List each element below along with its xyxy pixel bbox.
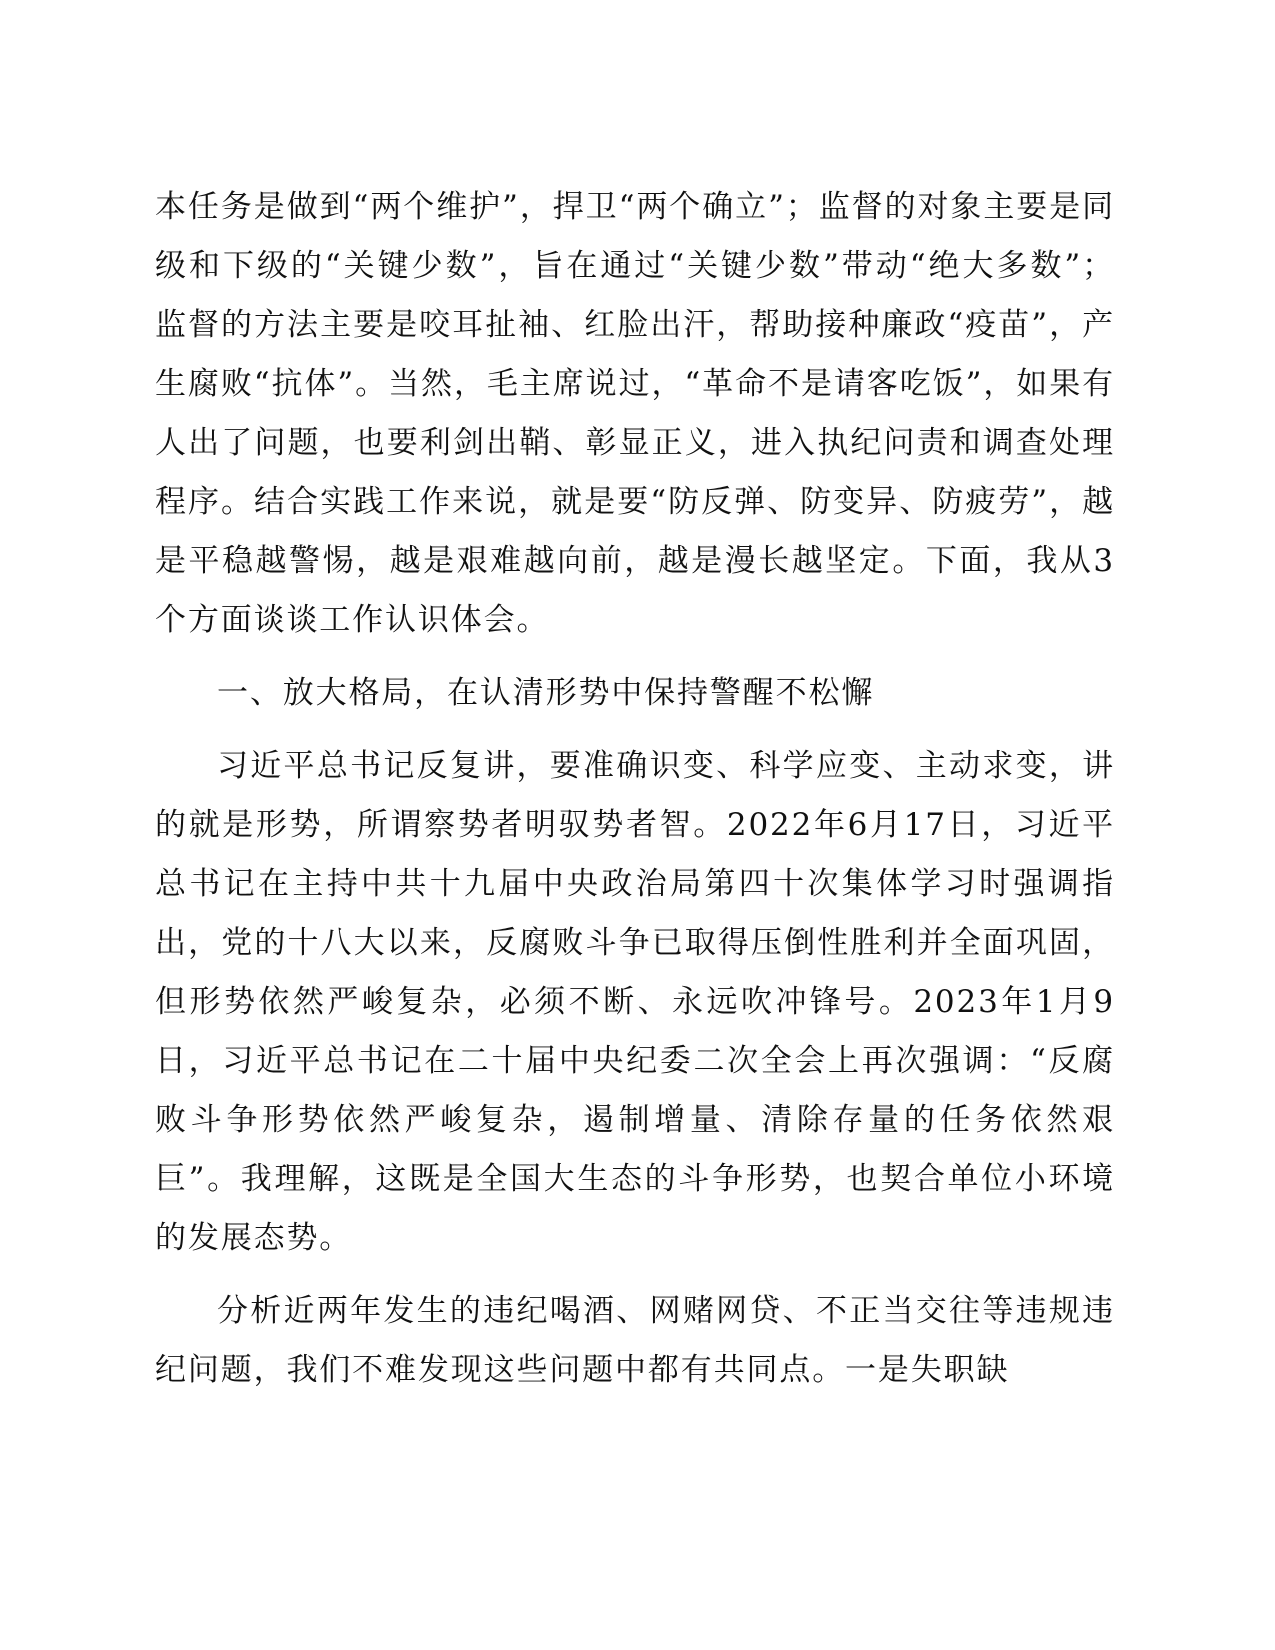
paragraph-continued: 本任务是做到“两个维护”，捍卫“两个确立”；监督的对象主要是同级和下级的“关键少数”，旨在通过“关键少数”带动“绝大多数”；监督的方法主要是咬耳扯袖、红脸出汗，帮助接种廉政“疫苗”，产生腐败“抗体”。当然，毛主席说过，“革命不是请客吃饭”，如果有人出了问题，也要利剑出鞘、彰显正义，进入执纪问责和调查处理程序。结合实践工作来说，就是要“防反弹、防变异、防疲劳”，越是平稳越警惕，越是艰难越向前，越是漫长越坚定。下面，我从3个方面谈谈工作认识体会。: [155, 189, 1115, 638]
section-heading: 一、放大格局，在认清形势中保持警醒不松懈: [217, 675, 875, 711]
paragraph: 分析近两年发生的违纪喝酒、网赌网贷、不正当交往等违规违纪问题，我们不难发现这些问题中都有共同点。一是失职缺: [155, 1293, 1115, 1388]
document-body: [155, 178, 1115, 1400]
paragraph: 习近平总书记反复讲，要准确识变、科学应变、主动求变，讲的就是形势，所谓察势者明驭势者智。2022年6月17日，习近平总书记在主持中共十九届中央政治局第四十次集体学习时强调指出，党的十八大以来，反腐败斗争已取得压倒性胜利并全面巩固，但形势依然严峻复杂，必须不断、永远吹冲锋号。2023年1月9日，习近平总书记在二十届中央纪委二次全会上再次强调：“反腐败斗争形势依然严峻复杂，遏制增量、清除存量的任务依然艰巨”。我理解，这既是全国大生态的斗争形势，也契合单位小环境的发展态势。: [155, 748, 1115, 1256]
